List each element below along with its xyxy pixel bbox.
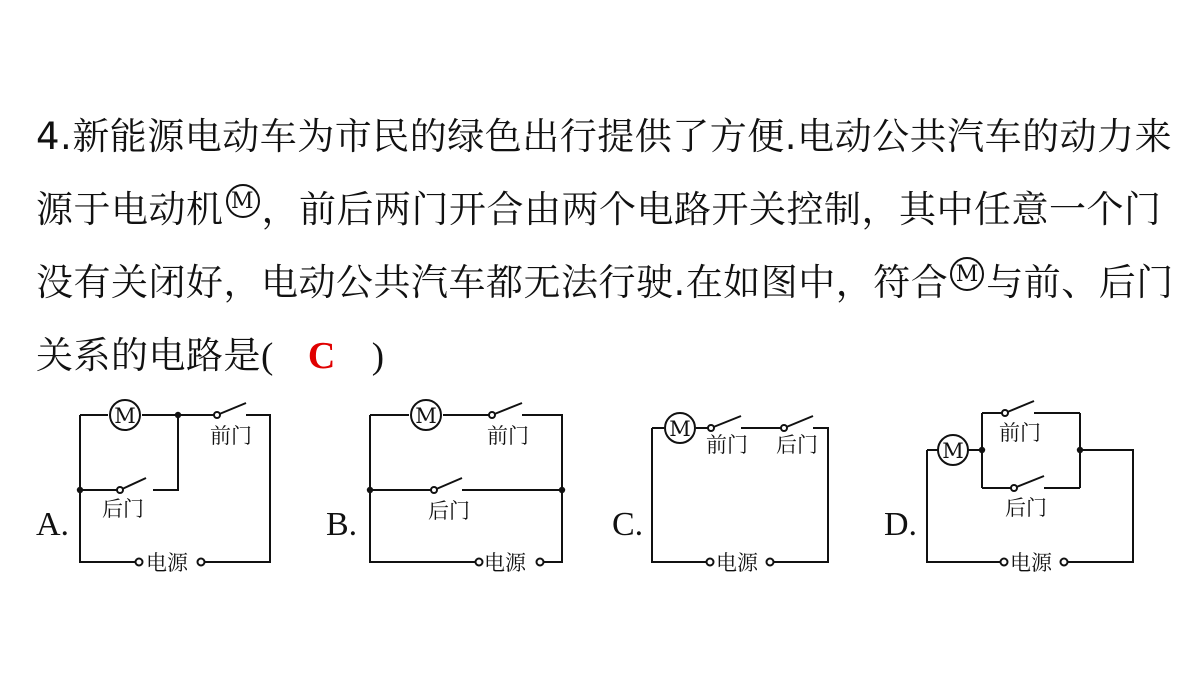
switch-contact <box>781 425 787 431</box>
switch-contact <box>214 412 220 418</box>
power-label: 电源 <box>716 551 758 575</box>
junction-dot <box>1077 447 1083 453</box>
question-number: 4. <box>36 115 73 158</box>
switch-lever <box>120 478 146 490</box>
question-part-2: ，前后两门开合由两个电路开关控制，其中任意一个门没有关闭好，电动公共汽车都无法行驶.在如图中，符合 <box>36 188 1162 304</box>
wire <box>652 428 706 562</box>
switch-contact <box>431 487 437 493</box>
motor-label: M <box>114 404 136 428</box>
switch-contact <box>489 412 495 418</box>
circuit-c <box>652 413 828 575</box>
switch-lever <box>711 416 741 428</box>
paren-open: ( <box>261 336 274 377</box>
power-terminal <box>136 559 143 566</box>
power-terminal <box>537 559 544 566</box>
power-terminal <box>198 559 205 566</box>
back-door-label: 后门 <box>428 499 470 523</box>
motor-label: M <box>669 417 691 441</box>
option-c-letter: C. <box>612 506 644 543</box>
circuit-a <box>77 400 270 575</box>
power-label: 电源 <box>1010 551 1052 575</box>
front-door-label: 前门 <box>487 424 529 448</box>
front-door-label: 前门 <box>210 424 252 448</box>
switch-lever <box>1014 476 1044 488</box>
switch-lever <box>492 403 522 415</box>
junction-dot <box>559 487 565 493</box>
switch-contact <box>117 487 123 493</box>
circuit-d <box>927 401 1133 575</box>
power-terminal <box>707 559 714 566</box>
motor-icon: M <box>950 257 984 291</box>
motor-label: M <box>942 439 964 463</box>
switch-lever <box>784 416 813 428</box>
wire <box>1068 450 1133 562</box>
junction-dot <box>367 487 373 493</box>
back-door-label: 后门 <box>102 497 144 521</box>
front-door-label: 前门 <box>706 433 748 457</box>
switch-lever <box>434 478 462 490</box>
wire <box>80 415 135 562</box>
power-terminal <box>1001 559 1008 566</box>
motor-icon: M <box>226 184 260 218</box>
answer-text: C <box>307 335 336 377</box>
wire <box>153 415 178 490</box>
circuit-b <box>367 400 565 575</box>
front-door-label: 前门 <box>999 421 1041 445</box>
paren-close: ) <box>371 336 385 377</box>
switch-contact <box>1011 485 1017 491</box>
junction-dot <box>979 447 985 453</box>
switch-lever <box>217 403 246 415</box>
back-door-label: 后门 <box>776 433 818 457</box>
junction-dot <box>77 487 83 493</box>
motor-label: M <box>415 404 437 428</box>
junction-dot <box>175 412 181 418</box>
question-part-1: 新能源电动车为市民的绿色出行提供了方便.电动公共汽车的动力来源于电动机 <box>36 115 1173 231</box>
power-terminal <box>767 559 774 566</box>
wire <box>370 415 475 562</box>
option-d-letter: D. <box>884 506 918 543</box>
switch-lever <box>1005 401 1034 413</box>
power-label: 电源 <box>484 551 526 575</box>
power-terminal <box>476 559 483 566</box>
switch-contact <box>708 425 714 431</box>
option-a-letter: A. <box>36 506 70 543</box>
switch-contact <box>1002 410 1008 416</box>
back-door-label: 后门 <box>1005 496 1047 520</box>
power-label: 电源 <box>146 551 188 575</box>
power-terminal <box>1061 559 1068 566</box>
question-part-3: 与前、后门关系的电路是 <box>36 261 1174 377</box>
option-b-letter: B. <box>326 506 358 543</box>
wire <box>927 450 1000 562</box>
